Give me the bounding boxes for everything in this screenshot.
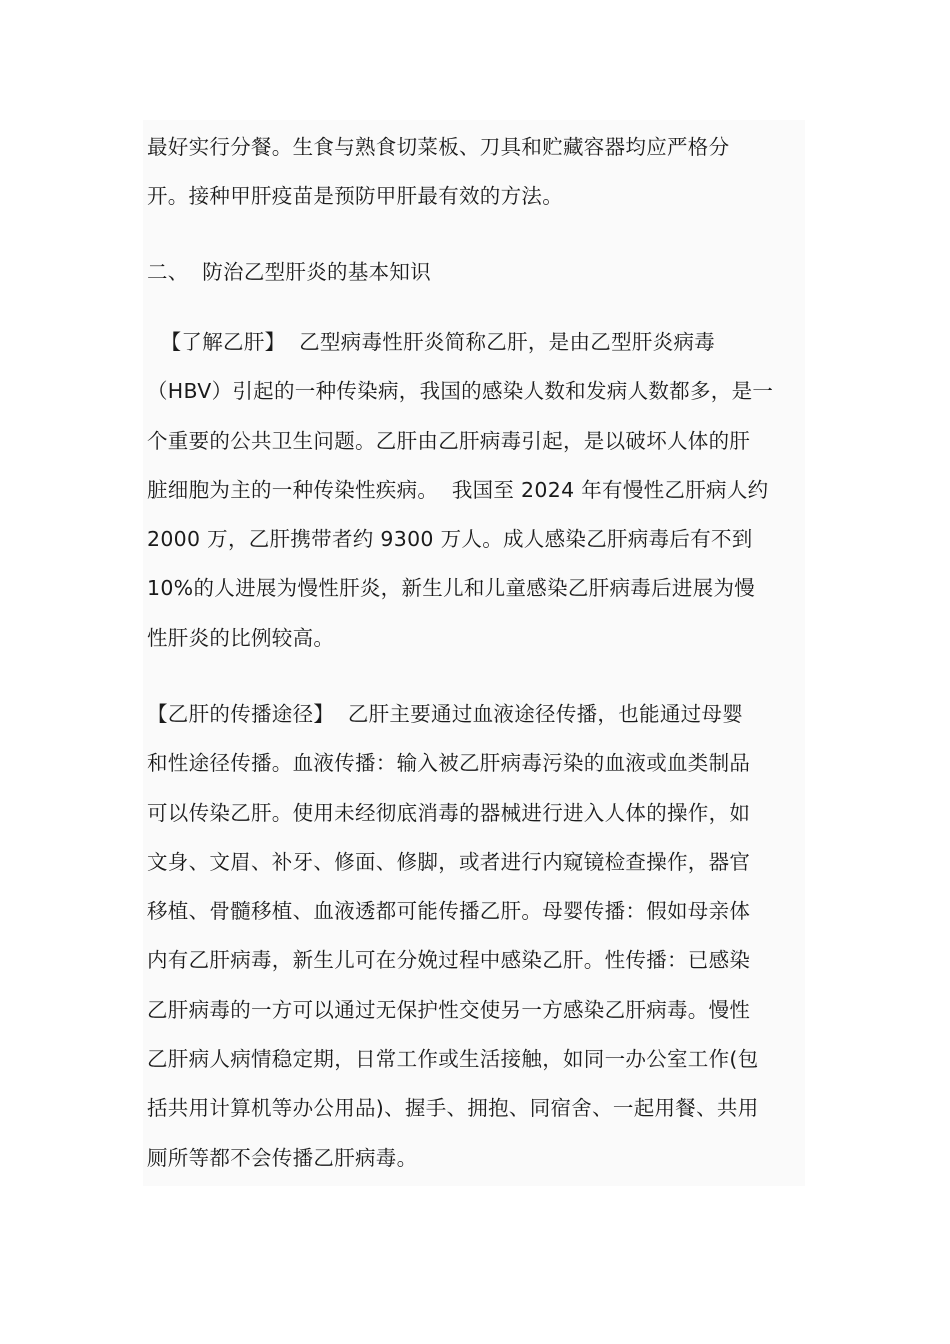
paragraph-line: 2000 万，乙肝携带者约 9300 万人。成人感染乙肝病毒后有不到 xyxy=(147,527,753,552)
transmission-routes-paragraph xyxy=(147,690,807,1183)
paragraph-line: 乙肝病人病情稳定期，日常工作或生活接触，如同一办公室工作(包 xyxy=(147,1047,759,1072)
paragraph-line: 性肝炎的比例较高。 xyxy=(147,625,335,650)
paragraph-line: 厕所等都不会传播乙肝病毒。 xyxy=(147,1145,418,1170)
section-heading-text: 二、 防治乙型肝炎的基本知识 xyxy=(147,260,432,284)
paragraph-line: 【了解乙肝】 乙型病毒性肝炎简称乙肝，是由乙型肝炎病毒 xyxy=(147,330,716,354)
paragraph-line: 移植、骨髓移植、血液透都可能传播乙肝。母婴传播：假如母亲体 xyxy=(147,899,751,924)
paragraph-line: 和性途径传播。血液传播：输入被乙肝病毒污染的血液或血类制品 xyxy=(147,751,751,776)
paragraph-line: 【乙肝的传播途径】 乙肝主要通过血液途径传播，也能通过母婴 xyxy=(147,702,744,726)
paragraph-line: 脏细胞为主的一种传染性疾病。 我国至 2024 年有慢性乙肝病人约 xyxy=(147,477,769,502)
section-heading xyxy=(147,248,807,297)
paragraph-line: 个重要的公共卫生问题。乙肝由乙肝病毒引起，是以破坏人体的肝 xyxy=(147,428,751,453)
intro-line: 开。接种甲肝疫苗是预防甲肝最有效的方法。 xyxy=(147,184,563,209)
intro-line: 最好实行分餐。生食与熟食切菜板、刀具和贮藏容器均应严格分 xyxy=(147,135,730,159)
paragraph-line: 可以传染乙肝。使用未经彻底消毒的器械进行进入人体的操作，如 xyxy=(147,800,751,825)
paragraph-line: 乙肝病毒的一方可以通过无保护性交使另一方感染乙肝病毒。慢性 xyxy=(147,997,751,1022)
hepatitis-b-overview-paragraph xyxy=(147,318,807,663)
paragraph-line: 10%的人进展为慢性肝炎，新生儿和儿童感染乙肝病毒后进展为慢 xyxy=(147,576,756,601)
paragraph-line: （HBV）引起的一种传染病，我国的感染人数和发病人数都多，是一 xyxy=(147,379,774,404)
paragraph-line: 内有乙肝病毒，新生儿可在分娩过程中感染乙肝。性传播：已感染 xyxy=(147,948,751,973)
paragraph-line: 括共用计算机等办公用品)、握手、拥抱、同宿舍、一起用餐、共用 xyxy=(147,1096,759,1121)
intro-paragraph xyxy=(147,123,807,222)
paragraph-line: 文身、文眉、补牙、修面、修脚，或者进行内窥镜检查操作，器官 xyxy=(147,849,751,874)
